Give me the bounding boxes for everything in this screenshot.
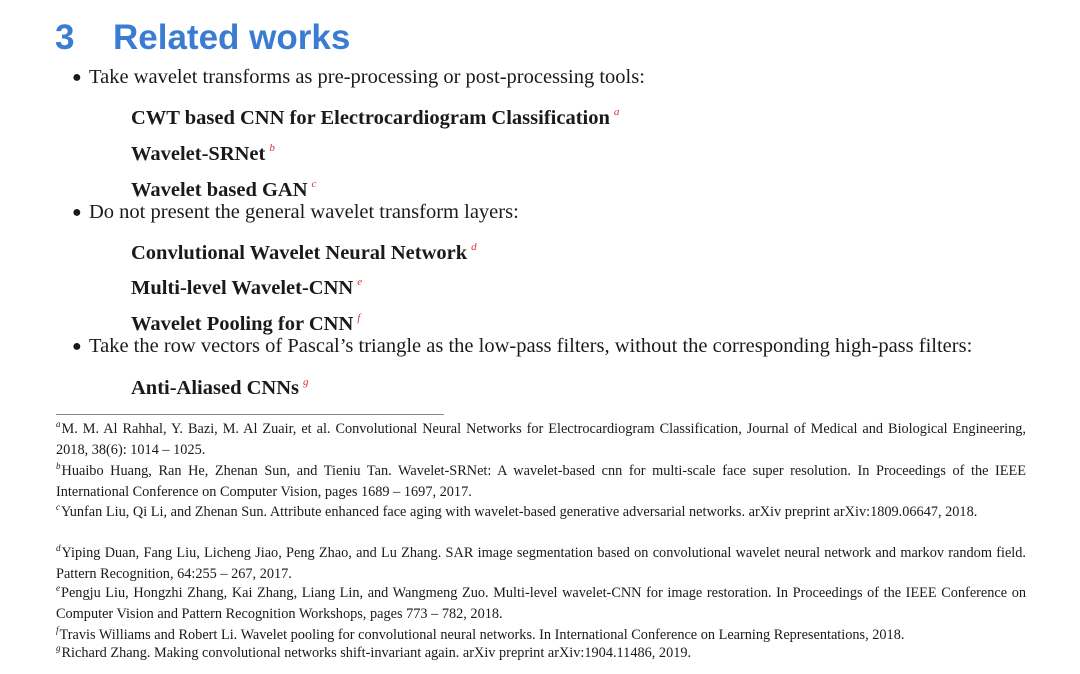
footnote-marker[interactable]: f xyxy=(357,312,361,324)
related-work-item xyxy=(131,135,275,167)
bullet-1 xyxy=(72,64,645,91)
footnote-ref: a xyxy=(56,419,61,429)
footnote-marker[interactable]: b xyxy=(269,142,275,154)
footnote-ref: d xyxy=(56,543,61,553)
related-work-item xyxy=(131,269,362,301)
section-number: 3 xyxy=(55,18,75,57)
footnote-ref: c xyxy=(56,502,60,512)
bullet-text: Take the row vectors of Pascal’s triangle as the low-pass filters, without the corresponding high-pass filters: xyxy=(89,335,973,357)
footnote-text: Huaibo Huang, Ran He, Zhenan Sun, and Tieniu Tan. Wavelet-SRNet: A wavelet-based cnn for multi-scale face super resolution. In Proceedings of the IEEE International Conference on Computer Vision, pages 1689 – 1697, 2017. xyxy=(56,463,1026,500)
section-title: Related works xyxy=(113,18,351,57)
footnote-e xyxy=(56,578,1026,625)
footnote-text: Richard Zhang. Making convolutional networks shift-invariant again. arXiv preprint arXiv:1904.11486, 2019. xyxy=(61,645,692,661)
item-label: Wavelet Pooling for CNN xyxy=(131,313,354,335)
footnote-marker[interactable]: a xyxy=(613,106,620,118)
item-label: CWT based CNN for Electrocardiogram Classification xyxy=(131,107,610,129)
related-work-item xyxy=(131,369,309,401)
section-heading xyxy=(55,14,350,62)
footnote-marker[interactable]: g xyxy=(303,376,309,388)
footnote-a xyxy=(56,414,1026,461)
footnote-text: Yiping Duan, Fang Liu, Licheng Jiao, Peng Zhao, and Lu Zhang. SAR image segmentation based on convolutional wavelet neural network and markov random field. Pattern Recognition, 64:255 – 267, 2017. xyxy=(56,545,1026,582)
footnote-marker[interactable]: d xyxy=(471,241,477,253)
footnote-g xyxy=(56,638,1026,664)
footnote-c xyxy=(56,497,1026,523)
related-work-item xyxy=(131,234,477,266)
footnote-text: Travis Williams and Robert Li. Wavelet pooling for convolutional neural networks. In International Conference on Learning Representations, 2018. xyxy=(59,627,905,643)
item-label: Wavelet-SRNet xyxy=(131,143,266,165)
footnote-marker[interactable]: e xyxy=(357,276,363,288)
footnote-ref: e xyxy=(56,583,60,593)
bullet-2 xyxy=(72,199,519,226)
footnote-ref: b xyxy=(56,461,61,471)
bullet-dot-icon: ● xyxy=(72,69,82,86)
item-label: Convlutional Wavelet Neural Network xyxy=(131,242,468,264)
bullet-dot-icon: ● xyxy=(72,204,82,221)
item-label: Multi-level Wavelet-CNN xyxy=(131,277,354,299)
footnote-text: Pengju Liu, Hongzhi Zhang, Kai Zhang, Liang Lin, and Wangmeng Zuo. Multi-level wavelet-CNN for image restoration. In Proceedings of the IEEE Conference on Computer Vision and Pattern Recognition Workshops, pages 773 – 782, 2018. xyxy=(56,585,1026,622)
bullet-text: Do not present the general wavelet transform layers: xyxy=(89,201,519,223)
related-work-item xyxy=(131,99,619,131)
footnote-text: Yunfan Liu, Qi Li, and Zhenan Sun. Attribute enhanced face aging with wavelet-based generative adversarial networks. arXiv preprint arXiv:1809.06647, 2018. xyxy=(61,504,978,520)
footnote-ref: f xyxy=(56,625,59,635)
footnote-text: M. M. Al Rahhal, Y. Bazi, M. Al Zuair, et al. Convolutional Neural Networks for Electrocardiogram Classification, Journal of Medical and Biological Engineering, 2018, 38(6): 1014 – 1025. xyxy=(56,421,1026,458)
bullet-3 xyxy=(72,333,972,360)
footnote-ref: g xyxy=(56,643,61,653)
item-label: Wavelet based GAN xyxy=(131,179,308,201)
item-label: Anti-Aliased CNNs xyxy=(131,377,299,399)
footnote-b xyxy=(56,456,1026,503)
bullet-dot-icon: ● xyxy=(72,338,82,355)
footnote-marker[interactable]: c xyxy=(311,178,317,190)
bullet-text: Take wavelet transforms as pre-processing or post-processing tools: xyxy=(89,66,645,88)
